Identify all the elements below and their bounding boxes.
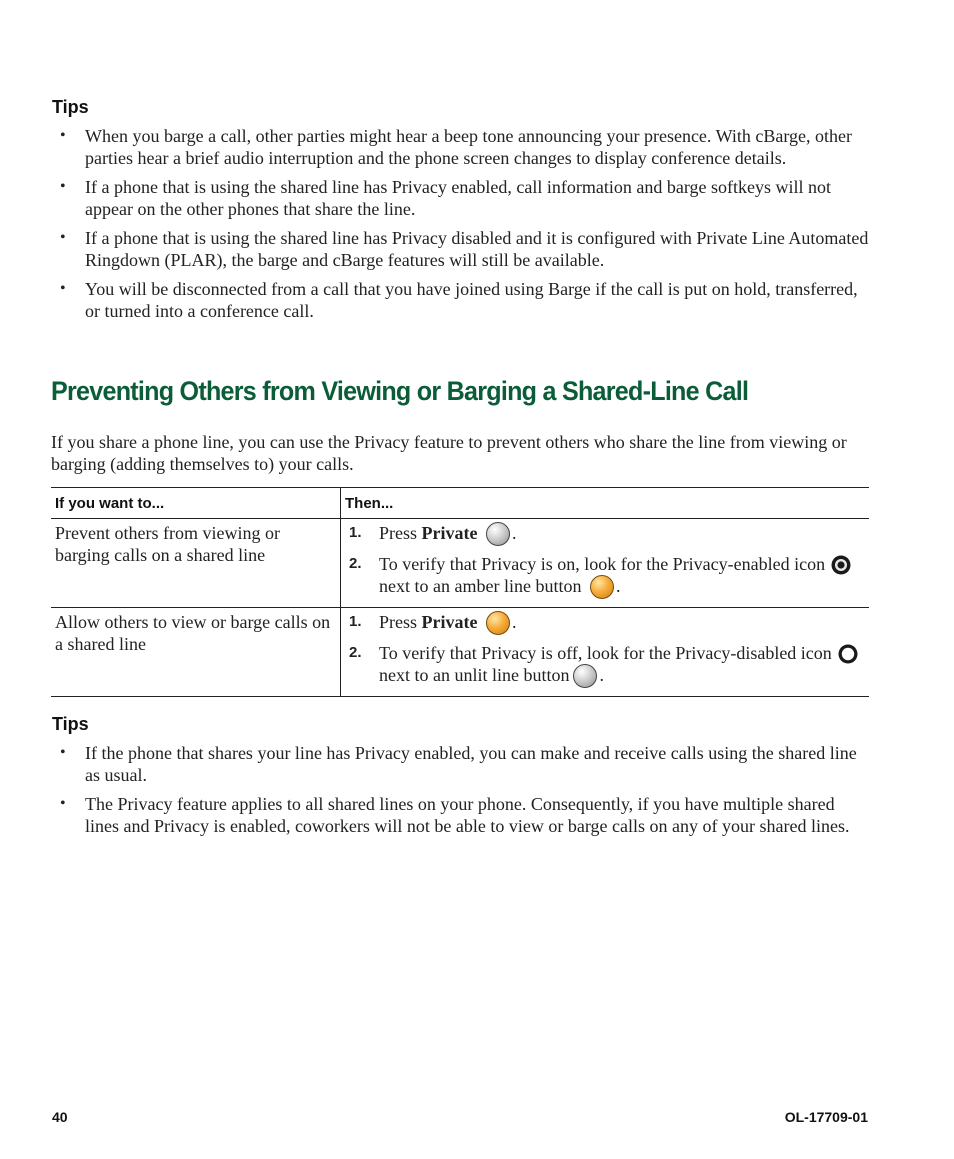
page-number: 40 [52,1109,68,1125]
step-text: To verify that Privacy is on, look for the Privacy-enabled icon [379,554,826,574]
tip-item: • You will be disconnected from a call that you have joined using Barge if the call is put on hold, transferred, or turned into a conference call. [52,278,872,322]
tips-list [52,125,872,329]
tip-item: • The Privacy feature applies to all shared lines on your phone. Consequently, if you have multiple shared lines and Privacy is enabled, coworkers will not be able to view or barge calls on any of your shared lines. [52,793,872,837]
section-title: Preventing Others from Viewing or Barging a Shared-Line Call [51,376,749,406]
step-text: next to an amber line button [379,576,582,596]
step [349,522,865,546]
privacy-disabled-icon [838,644,858,664]
step-text: next to an unlit line button [379,665,570,685]
steps-cell [341,519,870,608]
task-cell: Allow others to view or barge calls on a shared line [51,608,341,697]
step-number: 2. [349,644,362,661]
gray-line-button-icon [486,522,510,546]
document-id: OL-17709-01 [784,1109,868,1125]
header-then: Then... [341,488,870,519]
procedure-table [51,487,869,697]
privacy-enabled-icon [831,555,851,575]
step-number: 1. [349,524,362,541]
step [349,642,865,688]
step-punct: . [511,523,517,543]
step-punct: . [599,665,604,685]
tip-item: • If a phone that is using the shared line has Privacy disabled and it is configured with Private Line Automated Ringdown (PLAR), the barge and cBarge features will still be available. [52,227,872,271]
tip-item: • When you barge a call, other parties might hear a beep tone announcing your presence. With cBarge, other parties hear a brief audio interruption and the phone screen changes to display conference details. [52,125,872,169]
task-cell: Prevent others from viewing or barging calls on a shared line [51,519,341,608]
tips-heading: Tips [52,97,89,117]
tips-heading: Tips [52,714,89,734]
table-row [51,519,869,608]
step-number: 2. [349,555,362,572]
step-number: 1. [349,613,362,630]
gray-line-button-icon [573,664,597,688]
amber-line-button-icon [486,611,510,635]
tips-list [52,742,872,844]
step-punct: . [615,576,621,596]
step-text: To verify that Privacy is off, look for the Privacy-disabled icon [379,643,832,663]
step [349,553,865,599]
tip-item: • If the phone that shares your line has Privacy enabled, you can make and receive calls using the shared line as usual. [52,742,872,786]
table-row [51,608,869,697]
header-if-you-want: If you want to... [51,488,341,519]
tip-item: • If a phone that is using the shared line has Privacy enabled, call information and barge softkeys will not appear on the other phones that share the line. [52,176,872,220]
step [349,611,865,635]
amber-line-button-icon [590,575,614,599]
steps-cell [341,608,870,697]
softkey-label: Private [421,612,478,632]
section-intro: If you share a phone line, you can use the Privacy feature to prevent others who share the line from viewing or barging (adding themselves to) your calls. [51,432,847,474]
step-text: Press [379,523,422,543]
table-header-row [51,488,869,519]
softkey-label: Private [421,523,478,543]
step-text: Press [379,612,422,632]
step-punct: . [511,612,517,632]
